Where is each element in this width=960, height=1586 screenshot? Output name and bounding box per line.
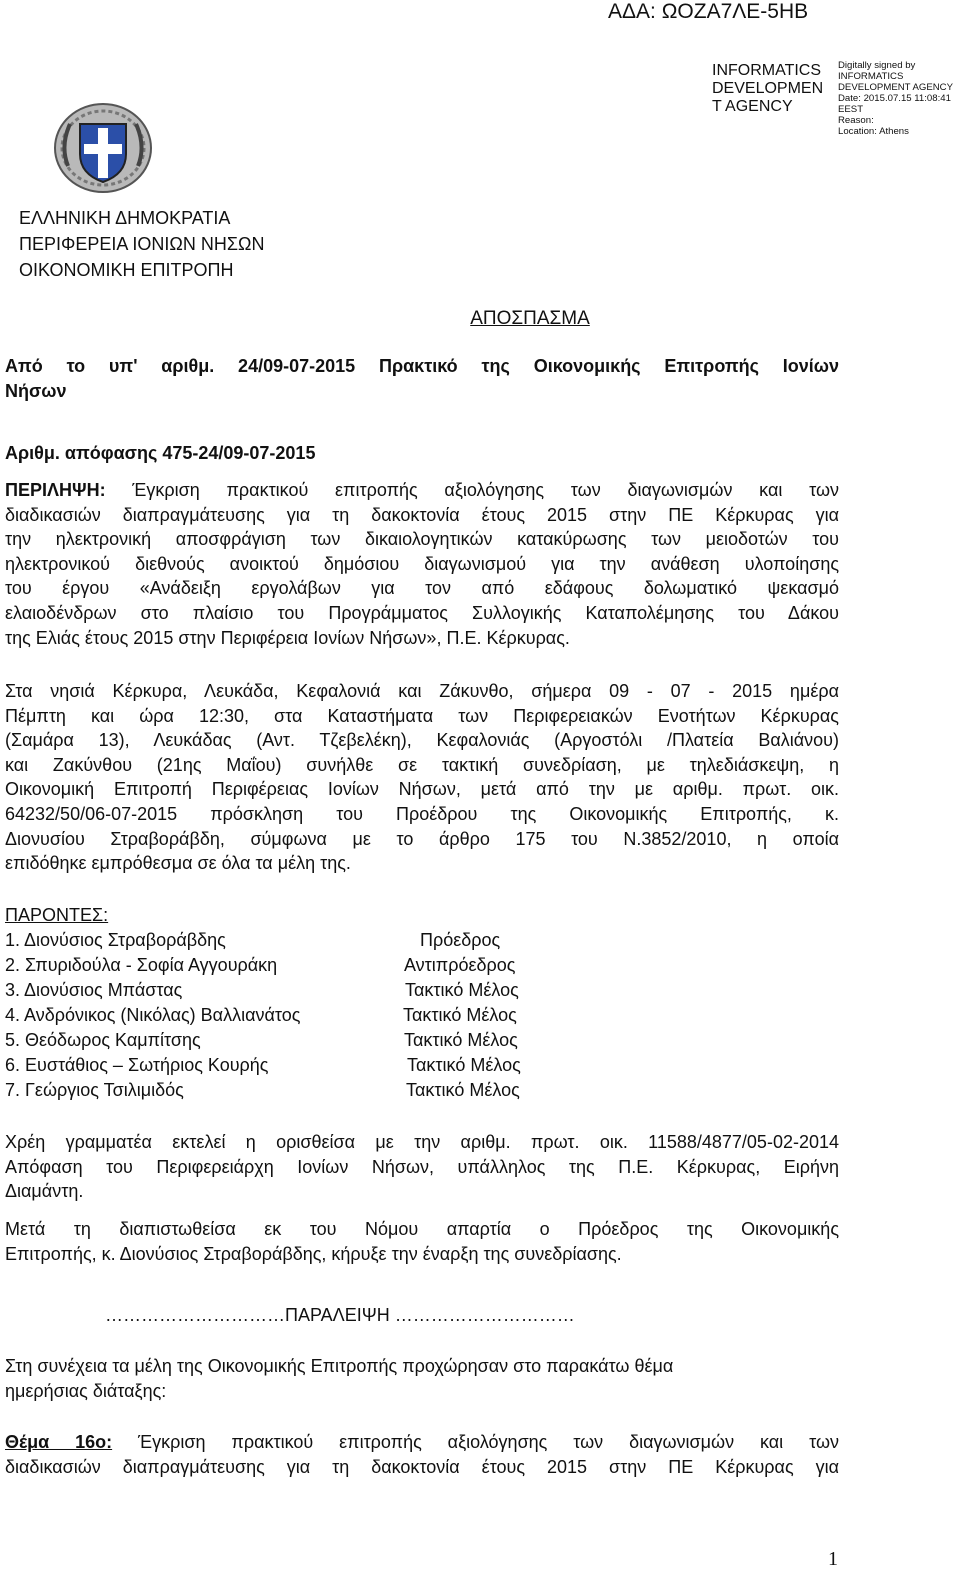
topic-label: Θέμα 16ο: xyxy=(5,1432,113,1452)
signature-info-line: Digitally signed by xyxy=(838,60,916,71)
agenda-line: Στη συνέχεια τα μέλη της Οικονομικής Επιτροπής προχώρησαν στο παρακάτω θέμα xyxy=(5,1356,674,1376)
quorum-line: Μετά τη διαπιστωθείσα εκ του Νόμου απαρτία ο Πρόεδρος της Οικονομικής xyxy=(5,1219,839,1239)
summary-line: διαδικασιών διαπραγμάτευσης για τη δακοκτονία έτους 2015 στην ΠΕ Κέρκυρας για xyxy=(5,504,839,525)
summary-line: ελαιοδένδρων στο πλαίσιο του Προγράμματος Συλλογικής Καταπολέμησης του Δάκου xyxy=(5,602,839,623)
signature-org-line: T AGENCY xyxy=(712,98,793,115)
summary-text: Έγκριση πρακτικού επιτροπής αξιολόγησης των διαγωνισμών και των xyxy=(105,480,839,500)
present-member-name: 5. Θεόδωρος Καμπίτσης xyxy=(5,1030,201,1050)
secretary-line: Απόφαση του Περιφερειάρχη Ιονίων Νήσων, υπάλληλος της Π.Ε. Κέρκυρας, Ειρήνη xyxy=(5,1156,839,1177)
secretary-line: Διαμάντη. xyxy=(5,1181,84,1202)
ada-code: ΑΔΑ: ΩΟΖΑ7ΛΕ-5ΗΒ xyxy=(608,0,809,23)
summary-line: της Ελιάς έτους 2015 στην Περιφέρεια Ιονίων Νήσων», Π.Ε. Κέρκυρας. xyxy=(5,627,570,648)
agenda-paragraph xyxy=(5,1354,839,1403)
decision-number: Αριθμ. απόφασης 475-24/09-07-2015 xyxy=(5,443,316,463)
signature-info-line: DEVELOPMENT AGENCY xyxy=(838,82,953,93)
meeting-paragraph xyxy=(5,679,839,876)
present-member-name: 6. Ευστάθιος – Σωτήριος Κουρής xyxy=(5,1055,269,1075)
summary-line: την ηλεκτρονική αποσφράγιση των δικαιολογητικών κατακύρωσης των μειοδοτών του xyxy=(5,529,839,550)
signature-info-line: Reason: xyxy=(838,115,874,126)
minutes-ref-line: Νήσων xyxy=(5,380,67,401)
present-member-role: Πρόεδρος xyxy=(420,930,501,950)
document-title: ΑΠΟΣΠΑΣΜΑ xyxy=(470,308,590,329)
topic-paragraph xyxy=(5,1430,839,1479)
meeting-line: και Ζακύνθου (21ης Μαΐου) συνήλθε σε τακτική συνεδρίαση, με τηλεδιάσκεψη, η xyxy=(5,754,839,775)
quorum-line: Επιτροπής, κ. Διονύσιος Στραβοράβδης, κήρυξε την έναρξη της συνεδρίασης. xyxy=(5,1243,622,1264)
secretary-line: Χρέη γραμματέα εκτελεί η ορισθείσα με την αριθμ. πρωτ. οικ. 11588/4877/05-02-2014 xyxy=(5,1132,839,1152)
signature-organization xyxy=(712,62,823,116)
present-member-name: 1. Διονύσιος Στραβοράβδης xyxy=(5,930,226,950)
present-member-role: Αντιπρόεδρος xyxy=(404,955,516,975)
meeting-line: 64232/50/06-07-2015 πρόσκληση του Προέδρου της Οικονομικής Επιτροπής, κ. xyxy=(5,803,839,824)
meeting-line: Διονυσίου Στραβοράβδη, σύμφωνα με το άρθρο 175 του Ν.3852/2010, η οποία xyxy=(5,828,839,849)
summary-paragraph xyxy=(5,478,839,650)
topic-line xyxy=(5,1430,839,1455)
page-number: 1 xyxy=(828,1548,838,1570)
minutes-ref-line: Από το υπ' αριθμ. 24/09-07-2015 Πρακτικό της Οικονομικής Επιτροπής Ιονίων xyxy=(5,356,839,376)
signature-details xyxy=(838,60,953,137)
present-member-role: Τακτικό Μέλος xyxy=(404,1030,518,1050)
present-member-role: Τακτικό Μέλος xyxy=(406,1080,520,1100)
present-heading: ΠΑΡΟΝΤΕΣ: xyxy=(5,905,109,925)
summary-line xyxy=(5,478,839,503)
omission-marker: …………………………ΠΑΡΑΛΕΙΨΗ ………………………… xyxy=(105,1305,575,1325)
quorum-paragraph xyxy=(5,1217,839,1266)
signature-info-line: Date: 2015.07.15 11:08:41 xyxy=(838,93,951,104)
summary-line: ηλεκτρονικού διεθνούς ανοικτού δημόσιου διαγωνισμού για την ανάθεση υλοποίησης xyxy=(5,553,839,574)
meeting-line: Πέμπτη και ώρα 12:30, στα Καταστήματα των Περιφερειακών Ενοτήτων Κέρκυρας xyxy=(5,705,839,726)
present-member-role: Τακτικό Μέλος xyxy=(407,1055,521,1075)
present-member-name: 4. Ανδρόνικος (Νικόλας) Βαλλιανάτος xyxy=(5,1005,301,1025)
signature-org-line: INFORMATICS xyxy=(712,62,822,79)
topic-text: Έγκριση πρακτικού επιτροπής αξιολόγησης των διαγωνισμών και των xyxy=(112,1432,839,1452)
agenda-line: ημερήσιας διάταξης: xyxy=(5,1380,167,1401)
signature-info-line: Location: Athens xyxy=(838,126,909,137)
topic-line: διαδικασιών διαπραγμάτευσης για τη δακοκτονία έτους 2015 στην ΠΕ Κέρκυρας για xyxy=(5,1456,839,1477)
signature-org-line: DEVELOPMEN xyxy=(712,80,824,97)
summary-line: του έργου «Ανάδειξη εργολάβων για τον από εδάφους δολωματικό ψεκασμό xyxy=(5,578,839,599)
meeting-line: (Σαμάρα 13), Λευκάδας (Αντ. Τζεβελέκη), Κεφαλονιάς (Αργοστόλι /Πλατεία Βαλιάνου) xyxy=(5,730,839,751)
present-member-role: Τακτικό Μέλος xyxy=(405,980,519,1000)
meeting-line: επιδόθηκε εμπρόθεσμα σε όλα τα μέλη της. xyxy=(5,853,351,874)
header-country: ΕΛΛΗΝΙΚΗ ΔΗΜΟΚΡΑΤΙΑ xyxy=(19,208,231,228)
signature-info-line: INFORMATICS xyxy=(838,71,904,82)
present-member-name: 7. Γεώργιος Τσιλιμιδός xyxy=(5,1080,184,1100)
issuer-header xyxy=(19,205,264,283)
meeting-line: Στα νησιά Κέρκυρα, Λευκάδα, Κεφαλονιά και Ζάκυνθο, σήμερα 09 - 07 - 2015 ημέρα xyxy=(5,681,839,701)
header-committee: ΟΙΚΟΝΟΜΙΚΗ ΕΠΙΤΡΟΠΗ xyxy=(19,260,234,280)
summary-label: ΠΕΡΙΛΗΨΗ: xyxy=(5,480,106,500)
minutes-reference xyxy=(5,354,839,403)
greek-emblem-icon xyxy=(50,96,156,196)
signature-info-line: EEST xyxy=(838,104,864,115)
present-member-role: Τακτικό Μέλος xyxy=(403,1005,517,1025)
meeting-line: Οικονομική Επιτροπή Περιφέρειας Ιονίων Νήσων, μετά από την με αριθμ. πρωτ. οικ. xyxy=(5,779,839,800)
present-member-name: 2. Σπυριδούλα - Σοφία Αγγουράκη xyxy=(5,955,278,975)
present-member-name: 3. Διονύσιος Μπάστας xyxy=(5,980,183,1000)
secretary-paragraph xyxy=(5,1130,839,1204)
header-region: ΠΕΡΙΦΕΡΕΙΑ ΙΟΝΙΩΝ ΝΗΣΩΝ xyxy=(19,234,265,254)
